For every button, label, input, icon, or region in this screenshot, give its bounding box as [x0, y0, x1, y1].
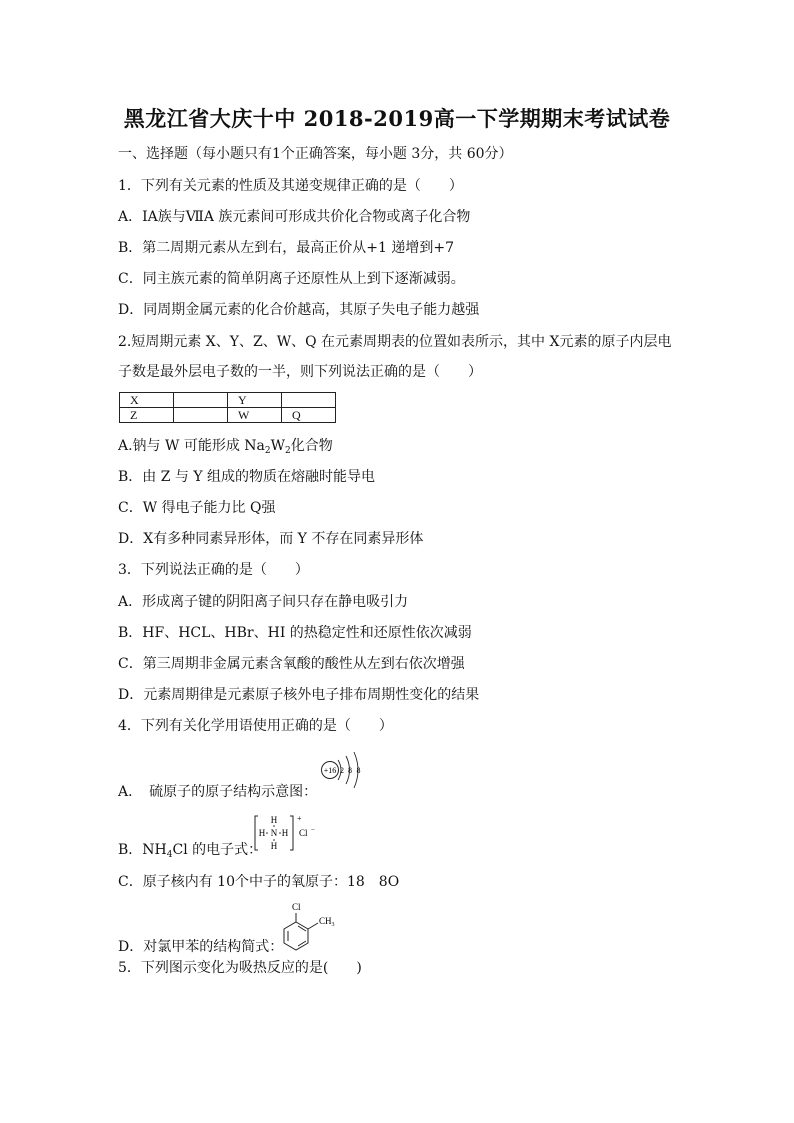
- question-1-stem: 1．下列有关元素的性质及其递变规律正确的是（ ）: [118, 178, 463, 194]
- question-2-option-a: [118, 436, 333, 456]
- hydrogen-atom: H: [281, 828, 289, 838]
- question-2-option-b: B．由 Z 与 Y 组成的物质在熔融时能导电: [118, 469, 376, 485]
- electron-dot: [273, 825, 275, 827]
- question-5-stem: 5．下列图示变化为吸热反应的是( ): [118, 960, 362, 976]
- question-3-option-d: D．元素周期律是元素原子核外电子排布周期性变化的结果: [118, 687, 480, 703]
- question-1-option-b: B．第二周期元素从左到右，最高正价从+1 递增到+7: [118, 240, 455, 256]
- question-1-option-a: A．IA族与ⅦA 族元素间可形成共价化合物或离子化合物: [118, 209, 471, 225]
- question-4-option-d: D．对氯甲苯的结构简式：: [118, 939, 284, 955]
- table-cell: Z: [120, 408, 174, 423]
- question-3-option-b: B．HF、HCL、HBr、HI 的热稳定性和还原性依次减弱: [118, 625, 472, 641]
- nitrogen-atom: N: [270, 828, 278, 838]
- table-cell: [282, 393, 336, 408]
- question-4-option-b: [118, 840, 262, 860]
- table-cell: X: [120, 393, 174, 408]
- hydrogen-atom: H: [270, 841, 278, 851]
- subscript: 4: [166, 850, 173, 860]
- shell-electron-count: 8: [348, 766, 352, 775]
- subscript: 2: [264, 446, 271, 456]
- subscript: 2: [285, 446, 291, 456]
- question-2-option-d: D．X有多种同素异形体，而 Y 不存在同素异形体: [118, 531, 424, 547]
- question-1-option-c: C．同主族元素的简单阴离子还原性从上到下逐渐减弱。: [118, 271, 465, 287]
- question-3-stem: 3．下列说法正确的是（ ）: [118, 562, 309, 578]
- table-cell: W: [228, 408, 282, 423]
- option-b-text: B．NH: [118, 842, 167, 858]
- option-a-text: A.钠与 W 可能形成 Na: [118, 438, 265, 454]
- nucleus-charge: +16: [323, 766, 337, 775]
- exam-title: 黑龙江省大庆十中 2018-2019高一下学期期末考试试卷: [123, 106, 671, 131]
- section-heading: 一、选择题（每小题只有1个正确答案，每小题 3分，共 60分）: [118, 146, 513, 162]
- table-row: [120, 408, 336, 423]
- right-bracket: [290, 816, 293, 850]
- question-3-option-c: C．第三周期非金属元素含氧酸的酸性从左到右依次增强: [118, 656, 465, 672]
- nh4cl-electron-formula: [254, 812, 318, 854]
- electron-dot: [266, 832, 268, 834]
- table-cell: [174, 393, 228, 408]
- table-row: [120, 393, 336, 408]
- question-4-option-c: C．原子核内有 10个中子的氧原子：18 8O: [118, 874, 400, 890]
- sulfur-atom-diagram: [318, 748, 368, 794]
- shell-electron-count: 2: [340, 766, 344, 775]
- table-cell: Q: [282, 408, 336, 423]
- question-4-option-a: A． 硫原子的原子结构示意图：: [118, 784, 318, 800]
- table-cell: Y: [228, 393, 282, 408]
- option-a-text: 化合物: [290, 438, 333, 454]
- charge-minus: −: [311, 826, 315, 834]
- question-2-stem-line2: 子数是最外层电子数的一半，则下列说法正确的是（ ）: [118, 364, 482, 380]
- question-3-option-a: A．形成离子键的阴阳离子间只存在静电吸引力: [118, 594, 409, 610]
- charge-plus: +: [297, 814, 302, 823]
- question-1-option-d: D．同周期金属元素的化合价越高，其原子失电子能力越强: [118, 302, 480, 318]
- chlorine-label: Cl: [292, 902, 301, 912]
- methyl-label: $CH_3$: [319, 916, 335, 928]
- hydrogen-atom: H: [258, 828, 266, 838]
- option-a-text: W: [270, 438, 286, 454]
- table-cell: [174, 408, 228, 423]
- chlorotoluene-structure: [280, 898, 342, 956]
- shell-electron-count: 8: [356, 766, 361, 775]
- hydrogen-atom: H: [270, 815, 278, 825]
- periodic-table-fragment: [119, 392, 336, 423]
- question-4-stem: 4．下列有关化学用语使用正确的是（ ）: [118, 718, 393, 734]
- bond-line: [308, 923, 318, 929]
- electron-dot: [279, 832, 281, 834]
- question-2-stem-line1: 2.短周期元素 X、Y、Z、W、Q 在元素周期表的位置如表所示，其中 X元素的原子内层电: [118, 334, 672, 350]
- electron-dot: [273, 839, 275, 841]
- question-2-option-c: C．W 得电子能力比 Q强: [118, 500, 276, 516]
- option-b-text: Cl 的电子式：: [172, 842, 263, 858]
- chloride-ion: Cl: [299, 828, 308, 838]
